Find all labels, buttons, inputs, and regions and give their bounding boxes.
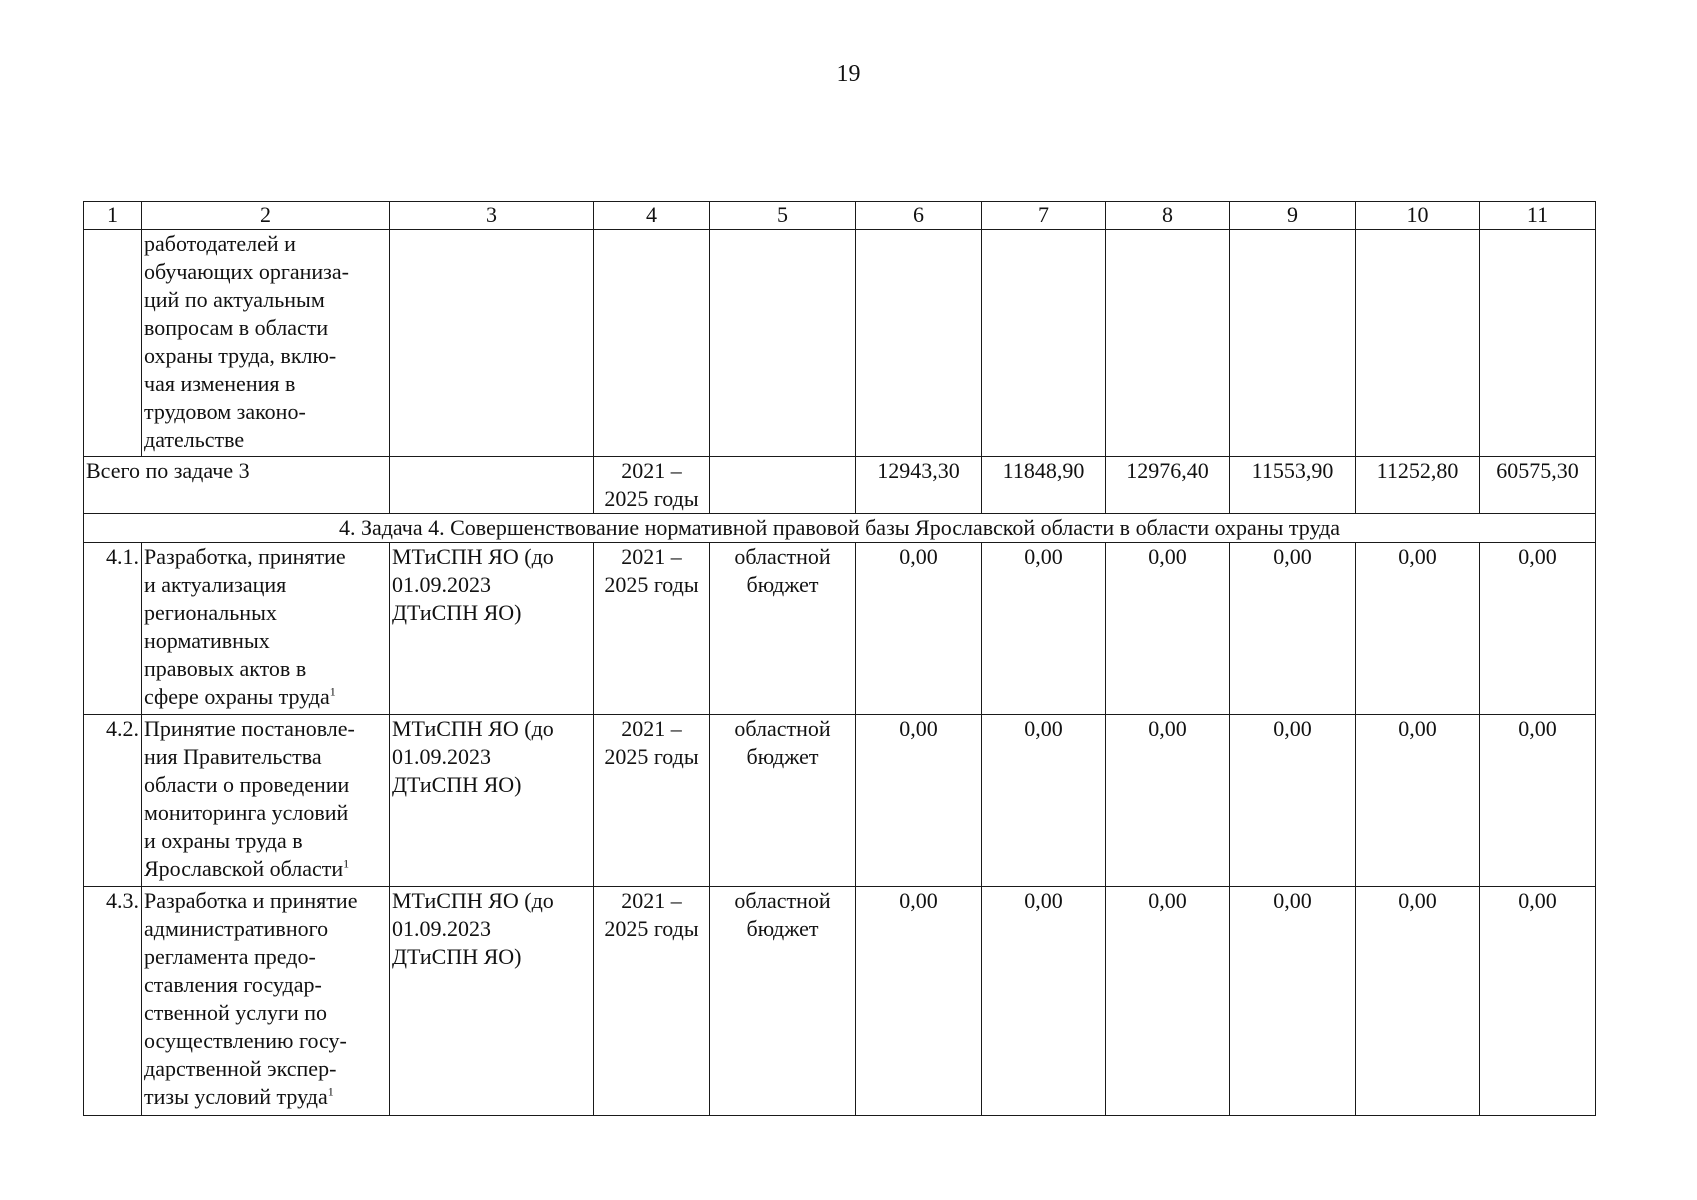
- measure-name-line: дарственной экспер-: [144, 1056, 337, 1081]
- measure-name-line: ния Правительства: [144, 744, 322, 769]
- column-numbers-row: [84, 202, 1596, 230]
- task-heading-row: [84, 514, 1596, 543]
- footnote-mark: 1: [327, 1084, 334, 1099]
- value-cell: 0,00: [1480, 543, 1596, 715]
- period-line: 2021 –: [621, 716, 682, 741]
- column-number: 4: [594, 202, 710, 230]
- source-line: областной: [734, 544, 831, 569]
- source-cell: [710, 715, 856, 887]
- column-number: 3: [390, 202, 594, 230]
- measure-name-line: дательстве: [144, 427, 245, 452]
- value-cell: [1356, 230, 1480, 457]
- measure-name-line: правовых актов в: [144, 656, 307, 681]
- footnote-mark: 1: [343, 856, 350, 871]
- value-cell: 0,00: [1106, 715, 1230, 887]
- measure-name-line: области о проведении: [144, 772, 350, 797]
- total-label: Всего по задаче 3: [84, 457, 390, 514]
- measure-name-line: ций по актуальным: [144, 287, 325, 312]
- measure-name-line: нормативных: [144, 628, 270, 653]
- column-number: 9: [1230, 202, 1356, 230]
- value-cell: 0,00: [1230, 543, 1356, 715]
- measure-name-line: [144, 683, 387, 711]
- value-cell: 0,00: [856, 715, 982, 887]
- value-cell: 0,00: [856, 543, 982, 715]
- executor-cell: [390, 230, 594, 457]
- source-line: бюджет: [746, 744, 819, 769]
- total-value: 11252,80: [1356, 457, 1480, 514]
- column-number: 10: [1356, 202, 1480, 230]
- value-cell: [856, 230, 982, 457]
- column-number: 8: [1106, 202, 1230, 230]
- total-value: 12976,40: [1106, 457, 1230, 514]
- measure-name-line: ставления государ-: [144, 972, 322, 997]
- value-cell: [1106, 230, 1230, 457]
- value-cell: 0,00: [1480, 887, 1596, 1116]
- measure-name-cell: [142, 543, 390, 715]
- source-cell: [710, 457, 856, 514]
- period-cell: [594, 543, 710, 715]
- executor-cell: [390, 715, 594, 887]
- measure-name-line: Разработка и принятие: [144, 888, 358, 913]
- column-number: 1: [84, 202, 142, 230]
- measure-name-line: ственной услуги по: [144, 1000, 328, 1025]
- value-cell: 0,00: [1106, 887, 1230, 1116]
- executor-line: 01.09.2023: [392, 744, 491, 769]
- measure-name-line: Принятие постановле-: [144, 716, 355, 741]
- measure-name-line: [144, 1083, 387, 1111]
- period-line: 2021 –: [621, 458, 682, 483]
- total-row: [84, 457, 1596, 514]
- program-table: [83, 201, 1596, 1116]
- source-cell: [710, 887, 856, 1116]
- row-number-cell: [84, 230, 142, 457]
- source-line: бюджет: [746, 572, 819, 597]
- value-cell: [1480, 230, 1596, 457]
- period-cell: [594, 230, 710, 457]
- source-line: областной: [734, 716, 831, 741]
- column-number: 2: [142, 202, 390, 230]
- executor-line: ДТиСПН ЯО): [392, 944, 522, 969]
- column-number: 7: [982, 202, 1106, 230]
- measure-name-line: работодателей и: [144, 231, 296, 256]
- executor-line: МТиСПН ЯО (до: [392, 716, 554, 741]
- row-number: 4.1.: [84, 543, 142, 715]
- measure-name-line: и охраны труда в: [144, 828, 303, 853]
- value-cell: 0,00: [982, 887, 1106, 1116]
- measure-name-line: региональных: [144, 600, 277, 625]
- table-row: [84, 715, 1596, 887]
- measure-name-line: мониторинга условий: [144, 800, 349, 825]
- period-line: 2021 –: [621, 888, 682, 913]
- measure-name-line: обучающих организа-: [144, 259, 349, 284]
- measure-name-line: охраны труда, вклю-: [144, 343, 337, 368]
- value-cell: 0,00: [1106, 543, 1230, 715]
- source-cell: [710, 543, 856, 715]
- column-number: 6: [856, 202, 982, 230]
- period-line: 2021 –: [621, 544, 682, 569]
- value-cell: [1230, 230, 1356, 457]
- value-cell: 0,00: [1356, 543, 1480, 715]
- measure-name-text: Ярославской области: [144, 856, 344, 881]
- value-cell: 0,00: [856, 887, 982, 1116]
- measure-name-cell: [142, 887, 390, 1116]
- value-cell: 0,00: [1480, 715, 1596, 887]
- measure-name-line: и актуализация: [144, 572, 287, 597]
- value-cell: 0,00: [982, 543, 1106, 715]
- total-value: 11553,90: [1230, 457, 1356, 514]
- measure-name-cell: [142, 715, 390, 887]
- measure-name-line: трудовом законо-: [144, 399, 306, 424]
- total-value: 12943,30: [856, 457, 982, 514]
- value-cell: 0,00: [1356, 887, 1480, 1116]
- executor-line: МТиСПН ЯО (до: [392, 888, 554, 913]
- executor-cell: [390, 543, 594, 715]
- measure-name-cell: [142, 230, 390, 457]
- task-heading: 4. Задача 4. Совершенствование нормативной правовой базы Ярославской области в области охраны труда: [84, 514, 1596, 543]
- measure-name-line: административного: [144, 916, 329, 941]
- row-number: 4.3.: [84, 887, 142, 1116]
- value-cell: 0,00: [1230, 887, 1356, 1116]
- period-cell: [594, 457, 710, 514]
- table-row: [84, 887, 1596, 1116]
- measure-name-text: сфере охраны труда: [144, 684, 330, 709]
- executor-cell: [390, 887, 594, 1116]
- period-line: 2025 годы: [604, 744, 699, 769]
- footnote-mark: 1: [329, 684, 336, 699]
- period-cell: [594, 715, 710, 887]
- executor-line: 01.09.2023: [392, 916, 491, 941]
- measure-name-line: регламента предо-: [144, 944, 316, 969]
- executor-line: МТиСПН ЯО (до: [392, 544, 554, 569]
- source-cell: [710, 230, 856, 457]
- measure-name-line: осуществлению госу-: [144, 1028, 347, 1053]
- total-value: 60575,30: [1480, 457, 1596, 514]
- period-cell: [594, 887, 710, 1116]
- measure-name-line: [144, 855, 387, 883]
- table-row: [84, 543, 1596, 715]
- measure-name-line: чая изменения в: [144, 371, 296, 396]
- column-number: 5: [710, 202, 856, 230]
- period-line: 2025 годы: [604, 916, 699, 941]
- period-line: 2025 годы: [604, 486, 699, 511]
- row-number: 4.2.: [84, 715, 142, 887]
- page-number: 19: [836, 61, 861, 87]
- continued-row: [84, 230, 1596, 457]
- measure-name-line: вопросам в области: [144, 315, 329, 340]
- measure-name-text: тизы условий труда: [144, 1084, 328, 1109]
- source-line: областной: [734, 888, 831, 913]
- column-number: 11: [1480, 202, 1596, 230]
- value-cell: [982, 230, 1106, 457]
- executor-line: ДТиСПН ЯО): [392, 772, 522, 797]
- executor-line: 01.09.2023: [392, 572, 491, 597]
- value-cell: 0,00: [1230, 715, 1356, 887]
- executor-line: ДТиСПН ЯО): [392, 600, 522, 625]
- executor-cell: [390, 457, 594, 514]
- period-line: 2025 годы: [604, 572, 699, 597]
- source-line: бюджет: [746, 916, 819, 941]
- measure-name-line: Разработка, принятие: [144, 544, 346, 569]
- value-cell: 0,00: [982, 715, 1106, 887]
- total-value: 11848,90: [982, 457, 1106, 514]
- value-cell: 0,00: [1356, 715, 1480, 887]
